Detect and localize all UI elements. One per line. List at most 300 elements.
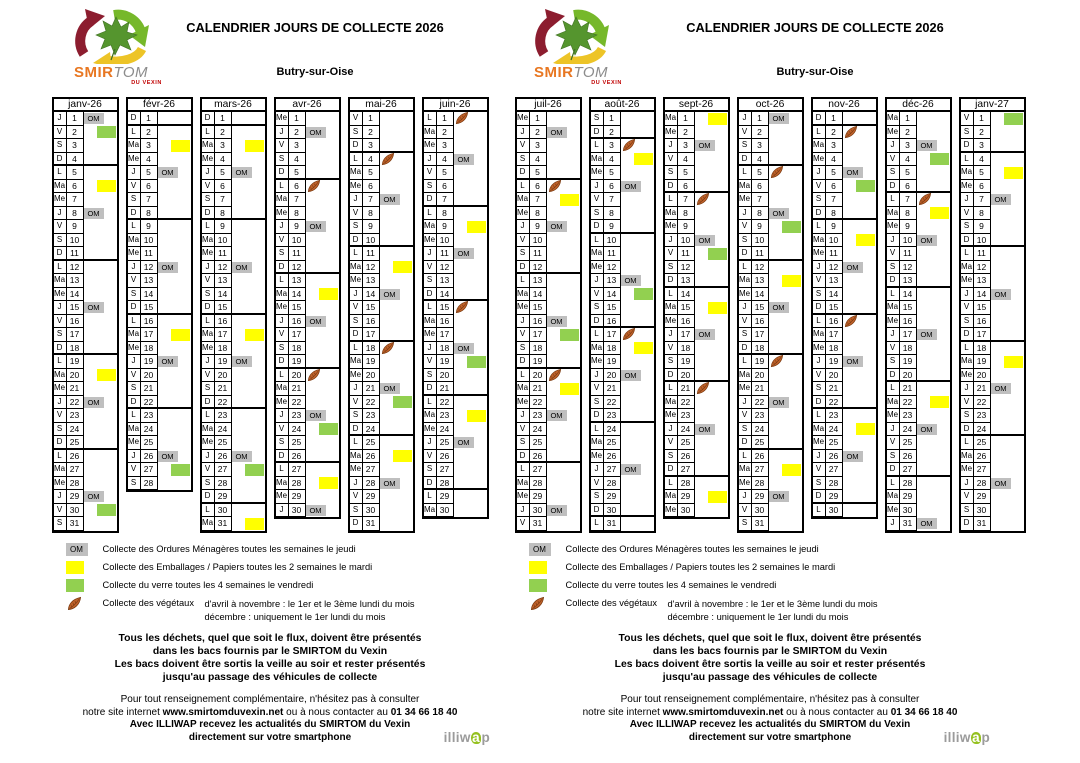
- legend-om-label: Collecte des Ordures Ménagères toutes les semaines le jeudi: [102, 544, 356, 554]
- day-letter: J: [665, 423, 678, 437]
- day-letter: Ma: [591, 247, 604, 261]
- page-header: [0, 0, 540, 97]
- marker-cell: [380, 112, 413, 126]
- day-letter: J: [813, 450, 826, 464]
- emballages-marker: [708, 113, 727, 125]
- day-letter: Me: [54, 193, 67, 207]
- day-number: 16: [678, 315, 695, 329]
- day-letter: Ma: [739, 274, 752, 288]
- day-number: 5: [900, 166, 917, 180]
- day-number: 22: [363, 396, 380, 410]
- day-number: 23: [974, 409, 991, 423]
- month-mai-26: [348, 97, 415, 533]
- day-number: 1: [437, 112, 454, 126]
- day-letter: Ma: [128, 234, 141, 248]
- day-number: 30: [826, 504, 843, 518]
- day-letter: J: [739, 301, 752, 315]
- day-letter: Me: [128, 342, 141, 356]
- day-letter: Me: [517, 396, 530, 410]
- marker-cell: [991, 207, 1024, 221]
- day-number: 13: [974, 274, 991, 288]
- marker-cell: [695, 504, 728, 518]
- marker-cell: [695, 193, 728, 207]
- marker-cell: [454, 207, 487, 221]
- marker-cell: [917, 315, 950, 329]
- day-letter: S: [276, 153, 289, 167]
- day-letter: J: [128, 166, 141, 180]
- day-number: 5: [141, 166, 158, 180]
- day-letter: Ma: [517, 288, 530, 302]
- om-marker: OM: [306, 221, 326, 232]
- day-number: 25: [530, 436, 547, 450]
- day-number: 20: [752, 369, 769, 383]
- month-grid: [424, 112, 487, 517]
- emballages-marker: [708, 302, 727, 314]
- marker-cell: [158, 436, 191, 450]
- day-letter: S: [350, 504, 363, 518]
- day-number: 25: [289, 436, 306, 450]
- day-number: 6: [974, 180, 991, 194]
- marker-cell: [232, 234, 265, 248]
- marker-cell: [380, 342, 413, 356]
- marker-cell: [84, 180, 117, 194]
- day-number: 3: [530, 139, 547, 153]
- om-swatch: OM: [66, 543, 88, 556]
- marker-cell: [547, 220, 580, 234]
- day-number: 18: [974, 342, 991, 356]
- day-letter: V: [517, 517, 530, 531]
- marker-cell: [380, 423, 413, 437]
- day-number: 29: [215, 490, 232, 504]
- marker-cell: [454, 274, 487, 288]
- day-letter: J: [202, 450, 215, 464]
- marker-cell: [306, 193, 339, 207]
- marker-cell: [991, 193, 1024, 207]
- marker-cell: [306, 342, 339, 356]
- vegetaux-leaf-icon: [844, 125, 858, 139]
- day-letter: L: [739, 261, 752, 275]
- day-letter: Me: [128, 247, 141, 261]
- om-marker: OM: [991, 383, 1011, 394]
- day-number: 19: [215, 355, 232, 369]
- day-number: 20: [215, 369, 232, 383]
- day-number: 28: [363, 477, 380, 491]
- marker-cell: [454, 490, 487, 504]
- day-number: 18: [752, 342, 769, 356]
- day-letter: D: [424, 477, 437, 491]
- footer-site-prefix: notre site internet: [82, 706, 163, 718]
- day-number: 22: [974, 396, 991, 410]
- day-letter: L: [202, 220, 215, 234]
- marker-cell: [991, 342, 1024, 356]
- day-number: 2: [67, 126, 84, 140]
- day-letter: J: [961, 382, 974, 396]
- day-number: 11: [974, 247, 991, 261]
- day-number: 11: [289, 247, 306, 261]
- day-number: 14: [141, 288, 158, 302]
- day-number: 17: [678, 328, 695, 342]
- marker-cell: [380, 369, 413, 383]
- day-letter: L: [517, 463, 530, 477]
- day-number: 1: [752, 112, 769, 126]
- day-number: 4: [752, 153, 769, 167]
- day-letter: D: [517, 261, 530, 275]
- day-number: 7: [826, 193, 843, 207]
- marker-cell: [695, 369, 728, 383]
- marker-cell: [232, 396, 265, 410]
- marker-cell: [547, 166, 580, 180]
- day-letter: Ma: [276, 193, 289, 207]
- day-letter: Me: [424, 423, 437, 437]
- day-letter: L: [813, 315, 826, 329]
- marker-cell: [991, 112, 1024, 126]
- vegetaux-detail-line-2: décembre : uniquement le 1er lundi du mois: [667, 611, 849, 622]
- illiwap-text-1: illiw: [443, 730, 471, 745]
- day-number: 7: [363, 193, 380, 207]
- om-marker: OM: [380, 478, 400, 489]
- day-number: 27: [530, 463, 547, 477]
- marker-cell: [695, 382, 728, 396]
- day-letter: J: [276, 315, 289, 329]
- day-letter: S: [350, 315, 363, 329]
- day-letter: L: [517, 274, 530, 288]
- marker-cell: [306, 126, 339, 140]
- marker-cell: [306, 288, 339, 302]
- commune-name: Butry-sur-Oise: [276, 66, 354, 78]
- day-number: 28: [900, 477, 917, 491]
- om-marker: OM: [843, 356, 863, 367]
- day-letter: S: [739, 328, 752, 342]
- day-number: 20: [363, 369, 380, 383]
- day-number: 18: [826, 342, 843, 356]
- marker-cell: [695, 234, 728, 248]
- day-number: 24: [900, 423, 917, 437]
- illiwap-pin-icon: a: [472, 730, 480, 745]
- day-number: 26: [974, 450, 991, 464]
- om-marker: OM: [454, 437, 474, 448]
- day-number: 23: [826, 409, 843, 423]
- day-number: 3: [67, 139, 84, 153]
- day-number: 6: [530, 180, 547, 194]
- emballages-marker: [245, 329, 264, 341]
- day-letter: D: [739, 342, 752, 356]
- verre-marker: [97, 126, 116, 138]
- marker-cell: [84, 315, 117, 329]
- day-letter: L: [202, 315, 215, 329]
- day-number: 6: [67, 180, 84, 194]
- day-letter: D: [424, 193, 437, 207]
- marker-cell: [306, 315, 339, 329]
- day-number: 2: [752, 126, 769, 140]
- day-letter: V: [591, 193, 604, 207]
- marker-cell: [991, 153, 1024, 167]
- day-letter: D: [665, 369, 678, 383]
- marker-cell: [769, 315, 802, 329]
- om-marker: OM: [547, 410, 567, 421]
- day-letter: V: [202, 463, 215, 477]
- day-number: 14: [363, 288, 380, 302]
- marker-cell: [232, 436, 265, 450]
- day-number: 15: [678, 301, 695, 315]
- day-letter: L: [54, 166, 67, 180]
- day-number: 25: [678, 436, 695, 450]
- day-letter: D: [961, 517, 974, 531]
- marker-cell: [232, 342, 265, 356]
- day-letter: D: [591, 315, 604, 329]
- om-marker: OM: [306, 316, 326, 327]
- day-number: 3: [363, 139, 380, 153]
- day-letter: L: [887, 382, 900, 396]
- marker-cell: [454, 477, 487, 491]
- marker-cell: [769, 112, 802, 126]
- day-letter: S: [202, 477, 215, 491]
- marker-cell: [621, 396, 654, 410]
- month-header: janv-26: [54, 99, 117, 112]
- day-number: 2: [289, 126, 306, 140]
- marker-cell: [991, 463, 1024, 477]
- day-letter: V: [276, 423, 289, 437]
- marker-cell: [84, 396, 117, 410]
- marker-cell: [380, 436, 413, 450]
- day-letter: D: [54, 342, 67, 356]
- day-letter: Ma: [517, 477, 530, 491]
- marker-cell: [306, 153, 339, 167]
- marker-cell: [991, 490, 1024, 504]
- day-number: 7: [604, 193, 621, 207]
- day-letter: S: [887, 166, 900, 180]
- day-number: 22: [215, 396, 232, 410]
- day-number: 23: [604, 409, 621, 423]
- month-grid: [813, 112, 876, 517]
- day-letter: Me: [54, 477, 67, 491]
- day-letter: V: [350, 112, 363, 126]
- emballages-marker: [319, 288, 338, 300]
- day-letter: J: [128, 450, 141, 464]
- day-letter: S: [350, 126, 363, 140]
- day-letter: Ma: [739, 180, 752, 194]
- marker-cell: [843, 180, 876, 194]
- day-number: 20: [67, 369, 84, 383]
- day-letter: D: [813, 490, 826, 504]
- day-letter: D: [350, 234, 363, 248]
- marker-cell: [158, 355, 191, 369]
- marker-cell: [695, 477, 728, 491]
- day-number: 31: [900, 517, 917, 531]
- day-letter: L: [961, 153, 974, 167]
- marker-cell: [380, 220, 413, 234]
- marker-cell: [917, 207, 950, 221]
- day-number: 13: [752, 274, 769, 288]
- day-letter: D: [128, 396, 141, 410]
- day-number: 26: [752, 450, 769, 464]
- marker-cell: [769, 369, 802, 383]
- marker-cell: [695, 288, 728, 302]
- marker-cell: [84, 423, 117, 437]
- marker-cell: [769, 328, 802, 342]
- day-number: 4: [67, 153, 84, 167]
- vegetaux-detail-line-1: d'avril à novembre : le 1er et le 3ème lundi du mois: [667, 599, 878, 609]
- emballages-swatch: [529, 561, 547, 574]
- day-letter: D: [591, 126, 604, 140]
- marker-cell: [621, 463, 654, 477]
- marker-cell: [158, 261, 191, 275]
- om-marker: OM: [232, 167, 252, 178]
- day-number: 14: [530, 288, 547, 302]
- day-letter: J: [350, 477, 363, 491]
- day-number: 28: [974, 477, 991, 491]
- day-letter: S: [517, 436, 530, 450]
- marker-cell: [158, 409, 191, 423]
- marker-cell: [695, 450, 728, 464]
- day-number: 29: [826, 490, 843, 504]
- marker-cell: [695, 315, 728, 329]
- day-letter: V: [202, 274, 215, 288]
- marker-cell: [547, 490, 580, 504]
- marker-cell: [232, 139, 265, 153]
- day-number: 9: [604, 220, 621, 234]
- day-letter: L: [202, 504, 215, 518]
- month-grid: [961, 112, 1024, 531]
- legend-vegetaux-label: Collecte des végétaux: [102, 598, 194, 608]
- marker-cell: [547, 247, 580, 261]
- day-number: 19: [826, 355, 843, 369]
- verre-marker: [708, 248, 727, 260]
- day-number: 28: [141, 477, 158, 491]
- day-letter: J: [739, 396, 752, 410]
- om-marker: OM: [843, 167, 863, 178]
- day-number: 13: [604, 274, 621, 288]
- day-number: 26: [900, 450, 917, 464]
- day-number: 22: [678, 396, 695, 410]
- day-number: 9: [363, 220, 380, 234]
- day-letter: Ma: [961, 450, 974, 464]
- day-letter: V: [665, 342, 678, 356]
- day-letter: Me: [350, 274, 363, 288]
- day-number: 21: [289, 382, 306, 396]
- marker-cell: [991, 220, 1024, 234]
- day-letter: Me: [202, 342, 215, 356]
- day-number: 27: [289, 463, 306, 477]
- marker-cell: [158, 382, 191, 396]
- month-grid: [591, 112, 654, 531]
- day-letter: Ma: [54, 180, 67, 194]
- om-marker: OM: [991, 289, 1011, 300]
- marker-cell: [84, 301, 117, 315]
- emballages-marker: [1004, 167, 1023, 179]
- day-letter: Ma: [276, 477, 289, 491]
- marker-cell: [158, 463, 191, 477]
- marker-cell: [306, 436, 339, 450]
- day-letter: Ma: [424, 126, 437, 140]
- marker-cell: [991, 423, 1024, 437]
- marker-cell: [84, 450, 117, 464]
- day-letter: S: [591, 396, 604, 410]
- marker-cell: [769, 450, 802, 464]
- marker-cell: [454, 450, 487, 464]
- marker-cell: [232, 180, 265, 194]
- legend-row-verre: [66, 579, 489, 593]
- day-number: 5: [826, 166, 843, 180]
- day-number: 21: [752, 382, 769, 396]
- om-marker: OM: [547, 127, 567, 138]
- day-letter: Ma: [276, 382, 289, 396]
- marker-cell: [695, 139, 728, 153]
- day-letter: L: [424, 112, 437, 126]
- day-letter: Me: [350, 463, 363, 477]
- marker-cell: [306, 423, 339, 437]
- day-number: 15: [363, 301, 380, 315]
- om-marker: OM: [695, 424, 715, 435]
- marker-cell: [547, 396, 580, 410]
- day-number: 12: [604, 261, 621, 275]
- marker-cell: [454, 463, 487, 477]
- day-number: 26: [604, 450, 621, 464]
- day-letter: J: [54, 112, 67, 126]
- day-letter: D: [128, 301, 141, 315]
- day-number: 25: [215, 436, 232, 450]
- day-number: 16: [289, 315, 306, 329]
- day-letter: L: [591, 139, 604, 153]
- marker-cell: [158, 477, 191, 491]
- day-letter: V: [128, 274, 141, 288]
- day-number: 4: [289, 153, 306, 167]
- day-letter: Ma: [202, 517, 215, 531]
- day-letter: Me: [739, 382, 752, 396]
- day-number: 23: [900, 409, 917, 423]
- day-number: 7: [437, 193, 454, 207]
- day-letter: Ma: [961, 355, 974, 369]
- marker-cell: [917, 139, 950, 153]
- marker-cell: [695, 126, 728, 140]
- day-number: 22: [900, 396, 917, 410]
- day-number: 15: [215, 301, 232, 315]
- marker-cell: [306, 207, 339, 221]
- vegetaux-leaf-icon: [67, 596, 82, 611]
- marker-cell: [621, 328, 654, 342]
- marker-cell: [547, 328, 580, 342]
- day-letter: D: [128, 207, 141, 221]
- day-number: 4: [215, 153, 232, 167]
- marker-cell: [843, 342, 876, 356]
- om-marker: OM: [454, 343, 474, 354]
- day-letter: L: [424, 490, 437, 504]
- day-letter: L: [739, 450, 752, 464]
- day-number: 24: [289, 423, 306, 437]
- day-number: 11: [604, 247, 621, 261]
- emballages-marker: [319, 477, 338, 489]
- marker-cell: [917, 477, 950, 491]
- vegetaux-detail-line-2: décembre : uniquement le 1er lundi du mois: [204, 611, 386, 622]
- footer-contact-middle: ou à nous contacter au: [283, 706, 391, 718]
- marker-cell: [547, 477, 580, 491]
- marker-cell: [769, 436, 802, 450]
- marker-cell: [769, 301, 802, 315]
- day-letter: Me: [665, 409, 678, 423]
- emballages-marker: [171, 140, 190, 152]
- day-letter: D: [813, 301, 826, 315]
- day-number: 30: [67, 504, 84, 518]
- marker-cell: [547, 504, 580, 518]
- day-letter: V: [424, 355, 437, 369]
- day-letter: L: [350, 247, 363, 261]
- day-number: 14: [604, 288, 621, 302]
- marker-cell: [84, 220, 117, 234]
- om-marker: OM: [158, 356, 178, 367]
- day-letter: J: [517, 504, 530, 518]
- day-number: 29: [604, 490, 621, 504]
- day-number: 12: [530, 261, 547, 275]
- day-number: 17: [752, 328, 769, 342]
